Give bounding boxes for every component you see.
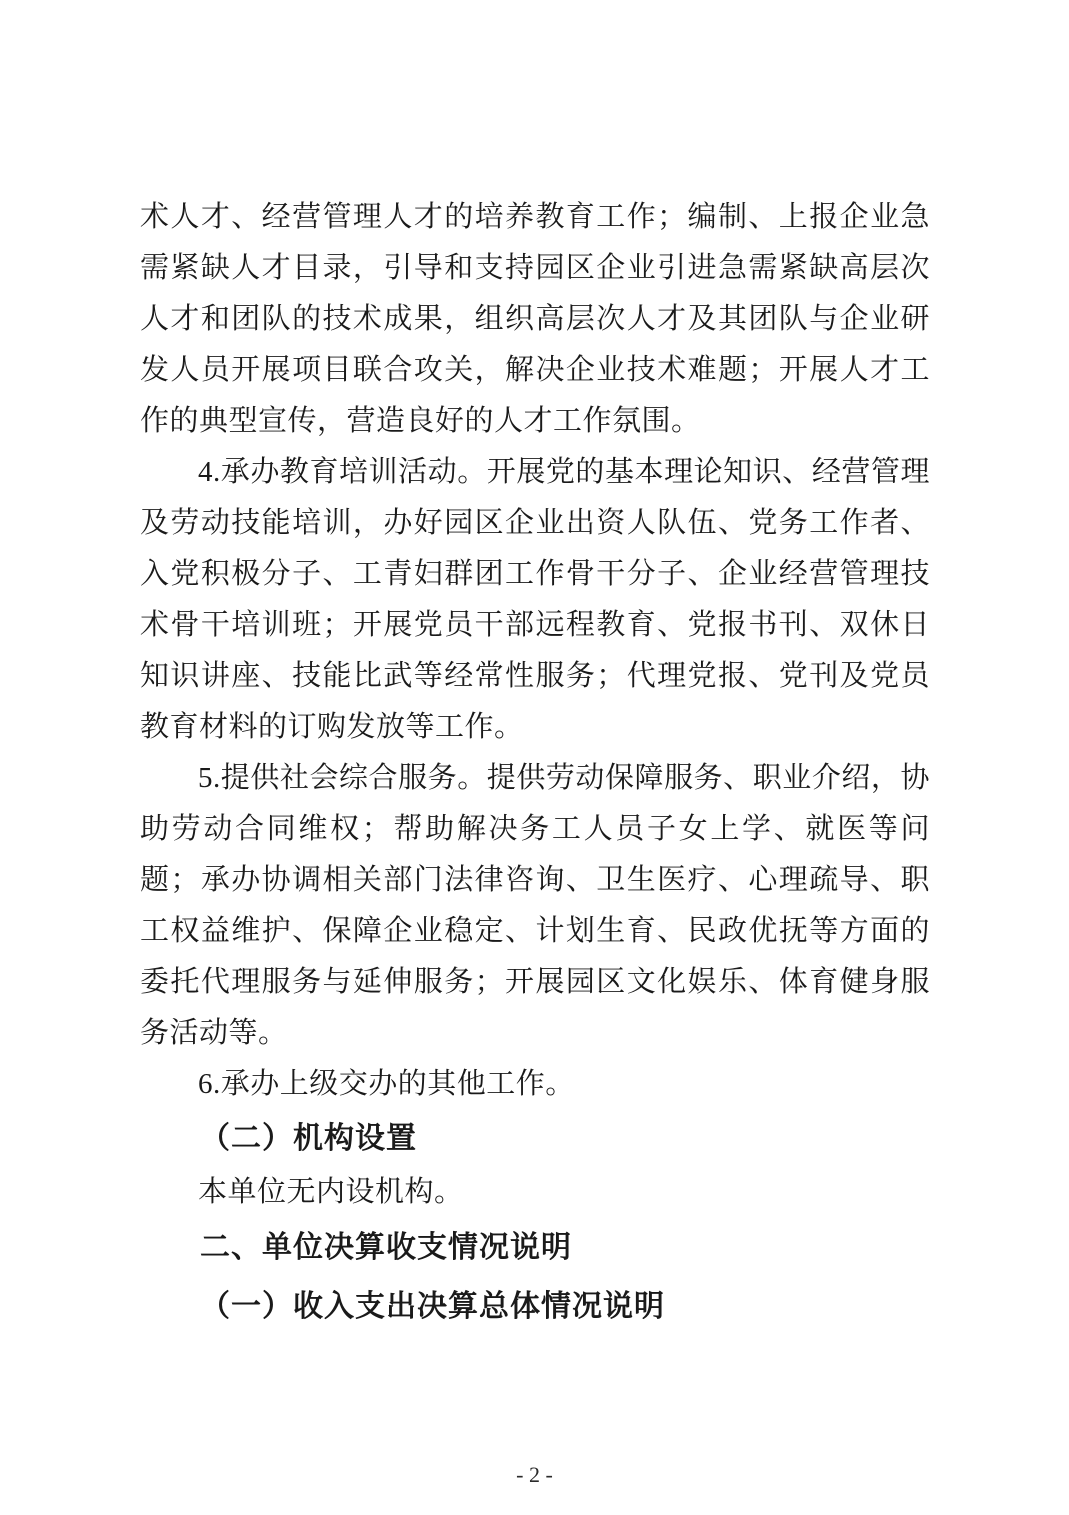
paragraph-item-4-education-training: 4.承办教育培训活动。开展党的基本理论知识、经营管理及劳动技能培训，办好园区企业出资人队伍、党务工作者、入党积极分子、工青妇群团工作骨干分子、企业经营管理技术骨干培训班；开展党员干部远程教育、党报书刊、双休日知识讲座、技能比武等经常性服务；代理党报、党刊及党员教育材料的订购发放等工作。 xyxy=(140,456,930,743)
heading-chapter-2-budget-final-accounts: 二、单位决算收支情况说明 xyxy=(200,1231,572,1264)
document-body xyxy=(140,192,930,1335)
page-footer xyxy=(0,1460,1069,1490)
paragraph-item-6-other-work: 6.承办上级交办的其他工作。 xyxy=(198,1068,575,1100)
heading-section-1-income-expense-overview: （一）收入支出决算总体情况说明 xyxy=(200,1290,665,1323)
paragraph-continuation-talent-work: 术人才、经营管理人才的培养教育工作；编制、上报企业急需紧缺人才目录，引导和支持园区企业引进急需紧缺高层次人才和团队的技术成果，组织高层次人才及其团队与企业研发人员开展项目联合攻关，解决企业技术难题；开展人才工作的典型宣传，营造良好的人才工作氛围。 xyxy=(140,201,930,437)
page-number: - 2 - xyxy=(516,1462,553,1487)
paragraph-item-5-social-services: 5.提供社会综合服务。提供劳动保障服务、职业介绍，协助劳动合同维权；帮助解决务工人员子女上学、就医等问题；承办协调相关部门法律咨询、卫生医疗、心理疏导、职工权益维护、保障企业稳定、计划生育、民政优抚等方面的委托代理服务与延伸服务；开展园区文化娱乐、体育健身服务活动等。 xyxy=(140,762,930,1049)
heading-section-2-org-structure: （二）机构设置 xyxy=(200,1122,417,1155)
paragraph-no-internal-org: 本单位无内设机构。 xyxy=(198,1176,464,1208)
